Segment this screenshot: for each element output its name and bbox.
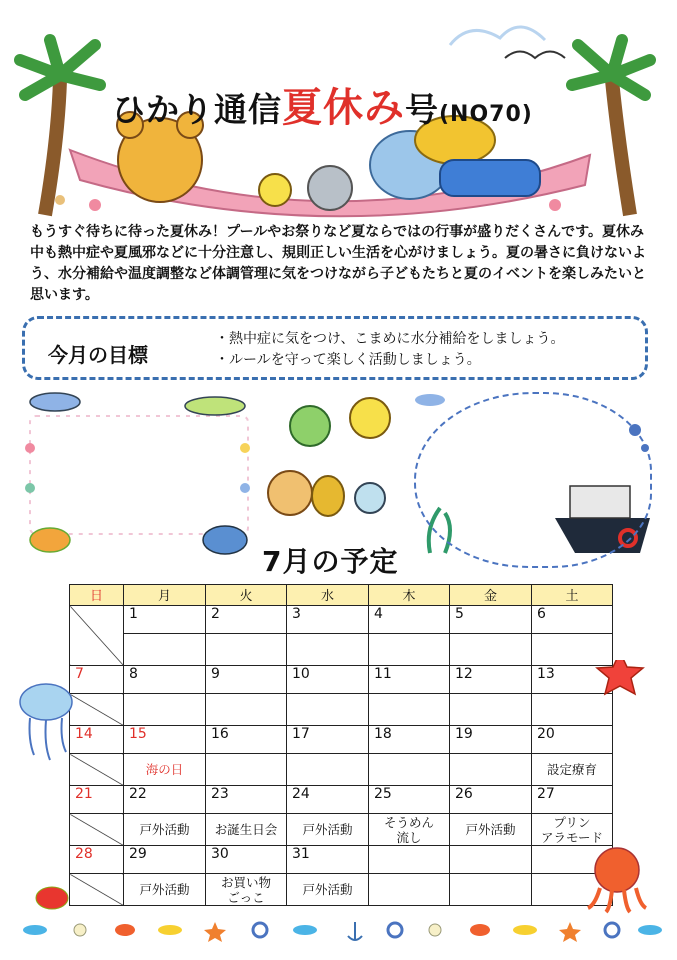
fish-icon [30, 393, 80, 411]
date-cell-sunday: 21 [70, 786, 124, 814]
date-row [70, 606, 613, 634]
bear-kid-icon [268, 471, 312, 515]
date-cell: 8 [124, 666, 206, 694]
date-cell-sunday: 7 [70, 666, 124, 694]
event-cell: そうめん 流し [369, 814, 450, 846]
date-cell: 4 [369, 606, 450, 634]
date-cell: 10 [287, 666, 369, 694]
whale-icon [203, 526, 247, 554]
date-cell: 12 [450, 666, 532, 694]
date-cell: 23 [206, 786, 287, 814]
date-cell: 30 [206, 846, 287, 874]
weekday-thu: 木 [369, 585, 450, 606]
palm-tree-left-icon [45, 80, 60, 215]
schedule-title: 7月の予定 [262, 545, 399, 578]
starfish-icon [597, 660, 643, 694]
goal-item: ・ルールを守って楽しく活動しましょう。 [215, 352, 481, 368]
melon-icon [290, 406, 330, 446]
seagull-icon [505, 52, 565, 59]
date-cell: 1 [124, 606, 206, 634]
weekday-mon: 月 [124, 585, 206, 606]
shell-icon [89, 199, 101, 211]
palm-tree-right-icon [612, 80, 630, 215]
event-cell: お買い物 ごっこ [206, 874, 287, 906]
date-cell: 16 [206, 726, 287, 754]
date-cell: 3 [287, 606, 369, 634]
sea-frame [30, 416, 248, 534]
date-cell: 20 [532, 726, 613, 754]
date-cell: 2 [206, 606, 287, 634]
date-cell-holiday: 15 [124, 726, 206, 754]
goal-list [215, 329, 564, 371]
date-cell-sunday: 28 [70, 846, 124, 874]
title-highlight: 夏休み [282, 85, 405, 131]
jellyfish-icon [20, 684, 72, 720]
date-cell: 22 [124, 786, 206, 814]
date-cell: 11 [369, 666, 450, 694]
event-cell: 戸外活動 [450, 814, 532, 846]
date-cell: 24 [287, 786, 369, 814]
bottom-border-decoration [23, 922, 662, 942]
event-cell: 戸外活動 [287, 814, 369, 846]
issue-number: (NO70) [439, 102, 533, 127]
cat-icon [350, 398, 390, 438]
date-cell: 29 [124, 846, 206, 874]
weekday-header-row [70, 585, 613, 606]
empty-day-cell [70, 606, 124, 666]
date-cell: 27 [532, 786, 613, 814]
date-cell: 26 [450, 786, 532, 814]
pineapple-icon [312, 476, 344, 516]
title-suffix: 号 [405, 90, 439, 129]
speech-bubble [414, 392, 652, 568]
chick-icon [259, 174, 291, 206]
event-cell: お誕生日会 [206, 814, 287, 846]
weekday-sun: 日 [70, 585, 124, 606]
goal-item: ・熱中症に気をつけ、こまめに水分補給をしましょう。 [215, 331, 565, 347]
newsletter-title [112, 76, 533, 133]
weekday-tue: 火 [206, 585, 287, 606]
weekday-sat: 土 [532, 585, 613, 606]
event-cell: 戸外活動 [124, 814, 206, 846]
date-cell: 31 [287, 846, 369, 874]
date-cell: 18 [369, 726, 450, 754]
title-prefix: ひかり通信 [112, 90, 282, 129]
cloud-icon [450, 27, 545, 45]
event-cell-holiday: 海の日 [124, 754, 206, 786]
intro-paragraph: もうすぐ待ちに待った夏休み！プールやお祭りなど夏ならではの行事が盛りだくさんです。夏休み中も熱中症や夏風邪などに十分注意し、規則正しい生活を心がけましょう。夏の暑さに負けないよう、水分補給や温度調整など体調管理に気をつけながら子どもたちと夏のイベントを楽しみたいと思います。 [30, 224, 646, 303]
date-cell-sunday: 14 [70, 726, 124, 754]
octopus-icon [595, 848, 639, 892]
calendar-decorations [0, 660, 677, 960]
event-cell: 戸外活動 [287, 874, 369, 906]
crab-icon [36, 887, 68, 909]
date-cell: 6 [532, 606, 613, 634]
date-cell: 5 [450, 606, 532, 634]
event-cell: プリン アラモード [532, 814, 613, 846]
tropical-fish-icon [30, 528, 70, 552]
goal-label: 今月の目標 [48, 343, 148, 367]
date-cell: 17 [287, 726, 369, 754]
date-cell: 13 [532, 666, 613, 694]
fish-icon [185, 397, 245, 415]
date-cell: 19 [450, 726, 532, 754]
mouse-kid-icon [355, 483, 385, 513]
weekday-wed: 水 [287, 585, 369, 606]
date-cell: 9 [206, 666, 287, 694]
date-cell: 25 [369, 786, 450, 814]
event-cell: 設定療育 [532, 754, 613, 786]
event-cell: 戸外活動 [124, 874, 206, 906]
weekday-fri: 金 [450, 585, 532, 606]
mouse-icon [308, 166, 352, 210]
fish-icon [415, 394, 445, 406]
shell-icon [25, 443, 35, 453]
